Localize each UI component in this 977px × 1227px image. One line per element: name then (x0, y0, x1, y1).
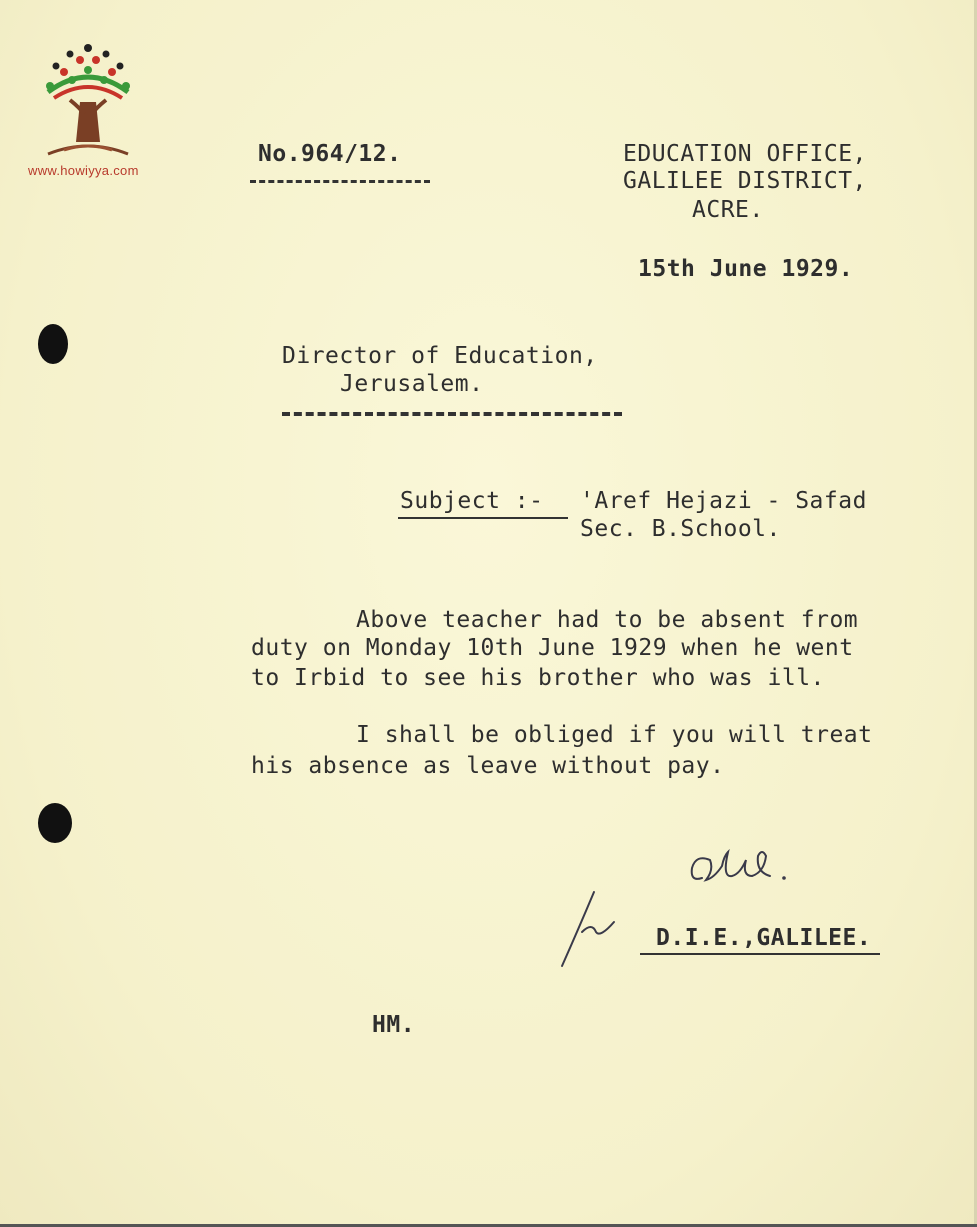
paragraph-1-line-3: to Irbid to see his brother who was ill. (251, 665, 825, 691)
paragraph-1-line-2: duty on Monday 10th June 1929 when he went (251, 635, 854, 661)
signatory-underline (640, 953, 880, 955)
office-line-2: GALILEE DISTRICT, (623, 168, 867, 194)
subject-label-underline (398, 517, 568, 519)
reference-underline (250, 180, 430, 183)
recipient-line-2: Jerusalem. (340, 371, 484, 397)
office-line-3: ACRE. (692, 197, 764, 223)
handwritten-signature (684, 838, 804, 898)
watermark-site-url: www.howiyya.com (28, 163, 139, 178)
handwritten-per-mark (556, 888, 626, 970)
paragraph-1-line-1: Above teacher had to be absent from (356, 607, 859, 633)
typist-initials: HM. (372, 1012, 416, 1038)
punch-hole-bottom (38, 803, 72, 843)
subject-label: Subject :- (400, 488, 544, 514)
paragraph-2-line-1: I shall be obliged if you will treat (356, 722, 873, 748)
signatory: D.I.E.,GALILEE. (656, 925, 872, 951)
office-line-1: EDUCATION OFFICE, (623, 141, 867, 167)
paragraph-2-line-2: his absence as leave without pay. (251, 753, 725, 779)
recipient-underline (282, 412, 622, 416)
howiyya-logo-icon (40, 42, 136, 162)
reference-number: No.964/12. (258, 141, 402, 167)
letter-date: 15th June 1929. (638, 256, 854, 282)
punch-hole-top (38, 324, 68, 364)
recipient-line-1: Director of Education, (282, 343, 598, 369)
subject-line-1: 'Aref Hejazi - Safad (580, 488, 867, 514)
subject-line-2: Sec. B.School. (580, 516, 781, 542)
